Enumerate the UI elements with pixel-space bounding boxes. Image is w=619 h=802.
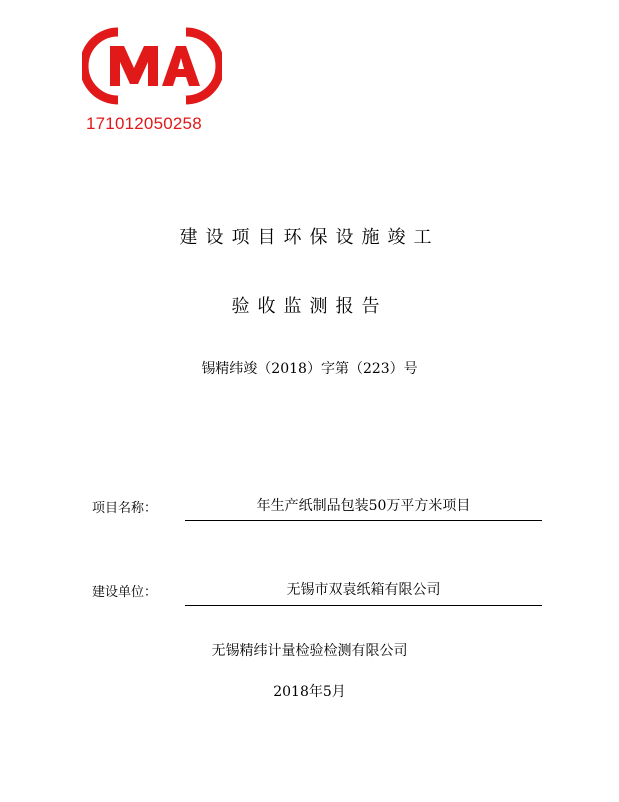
project-name-label: 项目名称： — [92, 501, 158, 516]
project-name-underline — [185, 520, 542, 521]
report-title-line-1: 建设项目环保设施竣工 — [179, 227, 440, 248]
construction-unit-underline — [185, 605, 542, 606]
cma-logo — [82, 26, 222, 106]
construction-unit-label: 建设单位： — [92, 585, 158, 600]
issuing-company: 无锡精纬计量检验检测有限公司 — [211, 643, 408, 659]
cma-certificate-number: 171012050258 — [86, 114, 202, 133]
report-number: 锡精纬竣（2018）字第（223）号 — [201, 361, 418, 377]
project-name-value: 年生产纸制品包装50万平方米项目 — [256, 498, 471, 514]
report-date: 2018年5月 — [273, 684, 346, 700]
construction-unit-value: 无锡市双袁纸箱有限公司 — [286, 582, 441, 598]
report-title-line-2: 验收监测报告 — [231, 296, 388, 317]
